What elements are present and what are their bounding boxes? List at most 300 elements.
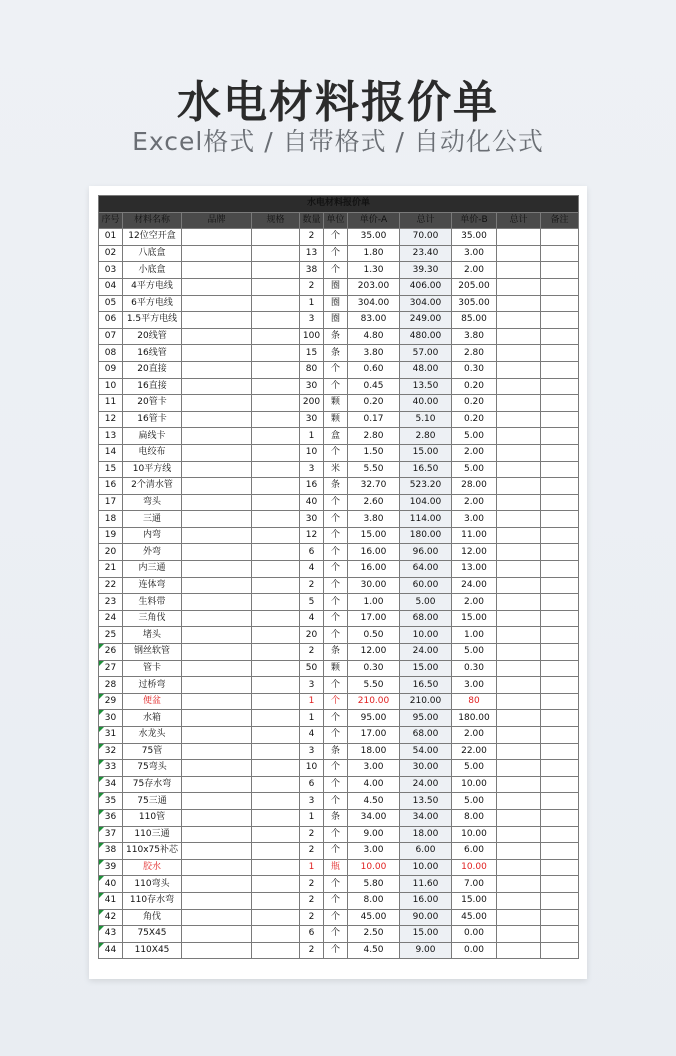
cell-totalB[interactable]	[497, 876, 541, 893]
cell-brand[interactable]	[182, 328, 252, 345]
cell-brand[interactable]	[182, 942, 252, 959]
cell-name[interactable]: 三角伐	[123, 610, 182, 627]
cell-totalB[interactable]	[497, 577, 541, 594]
cell-name[interactable]: 16管卡	[123, 411, 182, 428]
cell-qty[interactable]: 1	[300, 693, 324, 710]
cell-priceB[interactable]: 3.00	[452, 245, 497, 262]
cell-priceB[interactable]: 3.80	[452, 328, 497, 345]
cell-note[interactable]	[541, 727, 579, 744]
cell-qty[interactable]: 3	[300, 312, 324, 329]
cell-no[interactable]: 07	[99, 328, 123, 345]
cell-note[interactable]	[541, 262, 579, 279]
cell-qty[interactable]: 38	[300, 262, 324, 279]
cell-no[interactable]: 10	[99, 378, 123, 395]
cell-name[interactable]: 便盆	[123, 693, 182, 710]
cell-note[interactable]	[541, 776, 579, 793]
cell-brand[interactable]	[182, 610, 252, 627]
cell-no[interactable]: 11	[99, 395, 123, 412]
cell-priceB[interactable]: 180.00	[452, 710, 497, 727]
cell-unit[interactable]: 个	[324, 511, 348, 528]
cell-spec[interactable]	[252, 527, 300, 544]
cell-unit[interactable]: 颗	[324, 411, 348, 428]
cell-brand[interactable]	[182, 378, 252, 395]
cell-note[interactable]	[541, 527, 579, 544]
cell-unit[interactable]: 条	[324, 743, 348, 760]
cell-totalA[interactable]: 16.00	[400, 892, 452, 909]
cell-name[interactable]: 110x75补芯	[123, 843, 182, 860]
cell-name[interactable]: 10平方线	[123, 461, 182, 478]
cell-totalB[interactable]	[497, 494, 541, 511]
cell-no[interactable]: 35	[99, 793, 123, 810]
cell-brand[interactable]	[182, 312, 252, 329]
cell-unit[interactable]: 个	[324, 245, 348, 262]
cell-unit[interactable]: 个	[324, 361, 348, 378]
cell-name[interactable]: 75管	[123, 743, 182, 760]
cell-unit[interactable]: 个	[324, 892, 348, 909]
cell-note[interactable]	[541, 511, 579, 528]
cell-priceA[interactable]: 34.00	[348, 809, 400, 826]
cell-priceB[interactable]: 8.00	[452, 809, 497, 826]
cell-unit[interactable]: 个	[324, 793, 348, 810]
cell-totalA[interactable]: 24.00	[400, 644, 452, 661]
cell-priceB[interactable]: 0.20	[452, 411, 497, 428]
cell-name[interactable]: 75弯头	[123, 760, 182, 777]
cell-qty[interactable]: 2	[300, 909, 324, 926]
cell-unit[interactable]: 条	[324, 809, 348, 826]
cell-note[interactable]	[541, 395, 579, 412]
cell-qty[interactable]: 12	[300, 527, 324, 544]
cell-totalA[interactable]: 16.50	[400, 461, 452, 478]
cell-spec[interactable]	[252, 743, 300, 760]
cell-totalB[interactable]	[497, 776, 541, 793]
cell-totalB[interactable]	[497, 760, 541, 777]
cell-totalA[interactable]: 523.20	[400, 478, 452, 495]
cell-unit[interactable]: 个	[324, 527, 348, 544]
cell-qty[interactable]: 30	[300, 511, 324, 528]
cell-priceB[interactable]: 0.20	[452, 395, 497, 412]
cell-qty[interactable]: 6	[300, 544, 324, 561]
cell-qty[interactable]: 40	[300, 494, 324, 511]
cell-brand[interactable]	[182, 428, 252, 445]
cell-spec[interactable]	[252, 627, 300, 644]
cell-priceA[interactable]: 5.50	[348, 461, 400, 478]
cell-priceB[interactable]: 2.00	[452, 727, 497, 744]
cell-no[interactable]: 15	[99, 461, 123, 478]
cell-brand[interactable]	[182, 594, 252, 611]
cell-priceA[interactable]: 30.00	[348, 577, 400, 594]
cell-totalB[interactable]	[497, 361, 541, 378]
cell-priceB[interactable]: 0.30	[452, 361, 497, 378]
cell-no[interactable]: 34	[99, 776, 123, 793]
cell-name[interactable]: 角伐	[123, 909, 182, 926]
cell-note[interactable]	[541, 660, 579, 677]
cell-spec[interactable]	[252, 561, 300, 578]
cell-spec[interactable]	[252, 776, 300, 793]
cell-note[interactable]	[541, 926, 579, 943]
cell-no[interactable]: 25	[99, 627, 123, 644]
cell-totalA[interactable]: 15.00	[400, 660, 452, 677]
cell-note[interactable]	[541, 892, 579, 909]
cell-brand[interactable]	[182, 395, 252, 412]
cell-qty[interactable]: 3	[300, 461, 324, 478]
cell-unit[interactable]: 个	[324, 262, 348, 279]
cell-priceB[interactable]: 28.00	[452, 478, 497, 495]
cell-name[interactable]: 2个清水管	[123, 478, 182, 495]
cell-spec[interactable]	[252, 909, 300, 926]
cell-priceA[interactable]: 3.80	[348, 345, 400, 362]
cell-name[interactable]: 110存水弯	[123, 892, 182, 909]
cell-totalB[interactable]	[497, 312, 541, 329]
cell-qty[interactable]: 80	[300, 361, 324, 378]
cell-unit[interactable]: 盒	[324, 428, 348, 445]
cell-totalB[interactable]	[497, 478, 541, 495]
cell-note[interactable]	[541, 693, 579, 710]
cell-name[interactable]: 110三通	[123, 826, 182, 843]
cell-priceA[interactable]: 45.00	[348, 909, 400, 926]
cell-note[interactable]	[541, 644, 579, 661]
cell-qty[interactable]: 1	[300, 710, 324, 727]
cell-priceA[interactable]: 17.00	[348, 727, 400, 744]
cell-spec[interactable]	[252, 328, 300, 345]
cell-unit[interactable]: 个	[324, 378, 348, 395]
cell-priceA[interactable]: 0.50	[348, 627, 400, 644]
cell-totalA[interactable]: 48.00	[400, 361, 452, 378]
cell-totalB[interactable]	[497, 428, 541, 445]
cell-no[interactable]: 08	[99, 345, 123, 362]
cell-brand[interactable]	[182, 245, 252, 262]
cell-priceA[interactable]: 4.80	[348, 328, 400, 345]
cell-totalA[interactable]: 2.80	[400, 428, 452, 445]
cell-brand[interactable]	[182, 478, 252, 495]
cell-unit[interactable]: 个	[324, 876, 348, 893]
cell-priceA[interactable]: 210.00	[348, 693, 400, 710]
cell-spec[interactable]	[252, 577, 300, 594]
cell-no[interactable]: 44	[99, 942, 123, 959]
cell-priceB[interactable]: 2.00	[452, 262, 497, 279]
cell-priceA[interactable]: 3.00	[348, 843, 400, 860]
cell-spec[interactable]	[252, 428, 300, 445]
cell-brand[interactable]	[182, 926, 252, 943]
cell-no[interactable]: 14	[99, 444, 123, 461]
cell-name[interactable]: 过桥弯	[123, 677, 182, 694]
cell-name[interactable]: 12位空开盒	[123, 229, 182, 246]
cell-spec[interactable]	[252, 892, 300, 909]
cell-priceB[interactable]: 0.30	[452, 660, 497, 677]
cell-totalA[interactable]: 180.00	[400, 527, 452, 544]
cell-totalB[interactable]	[497, 411, 541, 428]
cell-note[interactable]	[541, 229, 579, 246]
cell-name[interactable]: 管卡	[123, 660, 182, 677]
cell-name[interactable]: 75三通	[123, 793, 182, 810]
cell-note[interactable]	[541, 345, 579, 362]
cell-note[interactable]	[541, 561, 579, 578]
cell-no[interactable]: 36	[99, 809, 123, 826]
cell-no[interactable]: 05	[99, 295, 123, 312]
cell-priceB[interactable]: 3.00	[452, 677, 497, 694]
cell-unit[interactable]: 条	[324, 644, 348, 661]
cell-no[interactable]: 27	[99, 660, 123, 677]
cell-totalA[interactable]: 6.00	[400, 843, 452, 860]
cell-spec[interactable]	[252, 411, 300, 428]
cell-qty[interactable]: 15	[300, 345, 324, 362]
cell-unit[interactable]: 圈	[324, 295, 348, 312]
cell-totalA[interactable]: 480.00	[400, 328, 452, 345]
cell-priceA[interactable]: 1.00	[348, 594, 400, 611]
cell-totalB[interactable]	[497, 511, 541, 528]
cell-unit[interactable]: 个	[324, 942, 348, 959]
cell-totalA[interactable]: 11.60	[400, 876, 452, 893]
cell-unit[interactable]: 个	[324, 909, 348, 926]
cell-spec[interactable]	[252, 478, 300, 495]
cell-note[interactable]	[541, 743, 579, 760]
cell-spec[interactable]	[252, 677, 300, 694]
cell-no[interactable]: 20	[99, 544, 123, 561]
cell-note[interactable]	[541, 245, 579, 262]
cell-totalB[interactable]	[497, 627, 541, 644]
cell-priceA[interactable]: 0.17	[348, 411, 400, 428]
cell-priceA[interactable]: 0.30	[348, 660, 400, 677]
cell-priceB[interactable]: 13.00	[452, 561, 497, 578]
cell-name[interactable]: 4平方电线	[123, 278, 182, 295]
cell-totalA[interactable]: 40.00	[400, 395, 452, 412]
cell-totalA[interactable]: 13.50	[400, 793, 452, 810]
cell-totalB[interactable]	[497, 561, 541, 578]
cell-name[interactable]: 20线管	[123, 328, 182, 345]
cell-totalB[interactable]	[497, 527, 541, 544]
cell-totalB[interactable]	[497, 926, 541, 943]
cell-spec[interactable]	[252, 278, 300, 295]
cell-name[interactable]: 75X45	[123, 926, 182, 943]
cell-priceB[interactable]: 12.00	[452, 544, 497, 561]
cell-totalB[interactable]	[497, 677, 541, 694]
cell-brand[interactable]	[182, 710, 252, 727]
cell-priceB[interactable]: 5.00	[452, 793, 497, 810]
cell-totalA[interactable]: 23.40	[400, 245, 452, 262]
cell-priceA[interactable]: 12.00	[348, 644, 400, 661]
cell-name[interactable]: 电绞布	[123, 444, 182, 461]
cell-no[interactable]: 38	[99, 843, 123, 860]
cell-qty[interactable]: 2	[300, 892, 324, 909]
cell-brand[interactable]	[182, 727, 252, 744]
cell-totalA[interactable]: 96.00	[400, 544, 452, 561]
cell-name[interactable]: 110管	[123, 809, 182, 826]
cell-totalA[interactable]: 5.00	[400, 594, 452, 611]
cell-brand[interactable]	[182, 511, 252, 528]
cell-spec[interactable]	[252, 229, 300, 246]
cell-totalB[interactable]	[497, 461, 541, 478]
cell-brand[interactable]	[182, 345, 252, 362]
cell-name[interactable]: 内弯	[123, 527, 182, 544]
cell-qty[interactable]: 2	[300, 644, 324, 661]
cell-totalA[interactable]: 5.10	[400, 411, 452, 428]
cell-totalA[interactable]: 57.00	[400, 345, 452, 362]
cell-name[interactable]: 扁线卡	[123, 428, 182, 445]
cell-priceB[interactable]: 205.00	[452, 278, 497, 295]
cell-priceA[interactable]: 17.00	[348, 610, 400, 627]
cell-priceB[interactable]: 22.00	[452, 743, 497, 760]
cell-qty[interactable]: 1	[300, 809, 324, 826]
cell-no[interactable]: 28	[99, 677, 123, 694]
cell-totalB[interactable]	[497, 229, 541, 246]
cell-priceA[interactable]: 16.00	[348, 561, 400, 578]
cell-totalB[interactable]	[497, 278, 541, 295]
cell-name[interactable]: 20直接	[123, 361, 182, 378]
cell-totalA[interactable]: 39.30	[400, 262, 452, 279]
cell-totalA[interactable]: 60.00	[400, 577, 452, 594]
cell-note[interactable]	[541, 859, 579, 876]
cell-no[interactable]: 18	[99, 511, 123, 528]
cell-spec[interactable]	[252, 809, 300, 826]
cell-spec[interactable]	[252, 876, 300, 893]
cell-no[interactable]: 43	[99, 926, 123, 943]
cell-note[interactable]	[541, 444, 579, 461]
cell-spec[interactable]	[252, 361, 300, 378]
cell-unit[interactable]: 圈	[324, 312, 348, 329]
cell-totalA[interactable]: 24.00	[400, 776, 452, 793]
cell-priceB[interactable]: 85.00	[452, 312, 497, 329]
cell-priceA[interactable]: 15.00	[348, 527, 400, 544]
cell-qty[interactable]: 3	[300, 793, 324, 810]
cell-brand[interactable]	[182, 278, 252, 295]
cell-priceA[interactable]: 2.80	[348, 428, 400, 445]
cell-brand[interactable]	[182, 561, 252, 578]
cell-unit[interactable]: 个	[324, 843, 348, 860]
cell-no[interactable]: 02	[99, 245, 123, 262]
cell-note[interactable]	[541, 909, 579, 926]
cell-priceB[interactable]: 2.00	[452, 594, 497, 611]
cell-brand[interactable]	[182, 793, 252, 810]
cell-brand[interactable]	[182, 809, 252, 826]
cell-no[interactable]: 17	[99, 494, 123, 511]
cell-spec[interactable]	[252, 594, 300, 611]
cell-spec[interactable]	[252, 793, 300, 810]
cell-totalA[interactable]: 34.00	[400, 809, 452, 826]
cell-totalB[interactable]	[497, 245, 541, 262]
cell-name[interactable]: 20管卡	[123, 395, 182, 412]
cell-qty[interactable]: 2	[300, 843, 324, 860]
cell-totalA[interactable]: 95.00	[400, 710, 452, 727]
cell-note[interactable]	[541, 826, 579, 843]
cell-priceA[interactable]: 18.00	[348, 743, 400, 760]
cell-totalA[interactable]: 64.00	[400, 561, 452, 578]
cell-priceA[interactable]: 8.00	[348, 892, 400, 909]
cell-spec[interactable]	[252, 444, 300, 461]
cell-no[interactable]: 31	[99, 727, 123, 744]
cell-unit[interactable]: 条	[324, 345, 348, 362]
cell-qty[interactable]: 50	[300, 660, 324, 677]
cell-totalB[interactable]	[497, 710, 541, 727]
cell-qty[interactable]: 3	[300, 677, 324, 694]
cell-priceB[interactable]: 1.00	[452, 627, 497, 644]
cell-spec[interactable]	[252, 494, 300, 511]
cell-priceB[interactable]: 24.00	[452, 577, 497, 594]
cell-brand[interactable]	[182, 494, 252, 511]
cell-priceB[interactable]: 11.00	[452, 527, 497, 544]
cell-totalB[interactable]	[497, 644, 541, 661]
cell-name[interactable]: 外弯	[123, 544, 182, 561]
cell-spec[interactable]	[252, 395, 300, 412]
cell-qty[interactable]: 2	[300, 229, 324, 246]
cell-note[interactable]	[541, 461, 579, 478]
cell-note[interactable]	[541, 809, 579, 826]
cell-qty[interactable]: 5	[300, 594, 324, 611]
cell-qty[interactable]: 4	[300, 727, 324, 744]
cell-qty[interactable]: 3	[300, 743, 324, 760]
cell-note[interactable]	[541, 876, 579, 893]
cell-name[interactable]: 弯头	[123, 494, 182, 511]
cell-qty[interactable]: 10	[300, 444, 324, 461]
cell-priceA[interactable]: 1.30	[348, 262, 400, 279]
cell-note[interactable]	[541, 710, 579, 727]
cell-priceA[interactable]: 3.80	[348, 511, 400, 528]
cell-brand[interactable]	[182, 262, 252, 279]
cell-totalB[interactable]	[497, 395, 541, 412]
cell-unit[interactable]: 圈	[324, 278, 348, 295]
cell-note[interactable]	[541, 295, 579, 312]
cell-note[interactable]	[541, 594, 579, 611]
cell-brand[interactable]	[182, 909, 252, 926]
cell-unit[interactable]: 个	[324, 494, 348, 511]
cell-name[interactable]: 堵头	[123, 627, 182, 644]
cell-no[interactable]: 33	[99, 760, 123, 777]
cell-brand[interactable]	[182, 743, 252, 760]
cell-brand[interactable]	[182, 644, 252, 661]
cell-spec[interactable]	[252, 710, 300, 727]
cell-priceB[interactable]: 35.00	[452, 229, 497, 246]
cell-no[interactable]: 03	[99, 262, 123, 279]
cell-priceB[interactable]: 10.00	[452, 826, 497, 843]
cell-note[interactable]	[541, 312, 579, 329]
cell-qty[interactable]: 2	[300, 876, 324, 893]
cell-priceB[interactable]: 0.00	[452, 926, 497, 943]
cell-note[interactable]	[541, 942, 579, 959]
cell-spec[interactable]	[252, 942, 300, 959]
cell-no[interactable]: 12	[99, 411, 123, 428]
cell-no[interactable]: 22	[99, 577, 123, 594]
cell-totalB[interactable]	[497, 262, 541, 279]
cell-name[interactable]: 水箱	[123, 710, 182, 727]
cell-brand[interactable]	[182, 411, 252, 428]
cell-note[interactable]	[541, 428, 579, 445]
cell-totalB[interactable]	[497, 378, 541, 395]
cell-brand[interactable]	[182, 876, 252, 893]
cell-priceA[interactable]: 10.00	[348, 859, 400, 876]
cell-priceB[interactable]: 6.00	[452, 843, 497, 860]
cell-priceA[interactable]: 0.20	[348, 395, 400, 412]
cell-unit[interactable]: 个	[324, 610, 348, 627]
cell-name[interactable]: 110X45	[123, 942, 182, 959]
cell-totalB[interactable]	[497, 843, 541, 860]
cell-priceB[interactable]: 2.00	[452, 444, 497, 461]
cell-unit[interactable]: 个	[324, 229, 348, 246]
cell-name[interactable]: 16直接	[123, 378, 182, 395]
cell-spec[interactable]	[252, 760, 300, 777]
cell-unit[interactable]: 个	[324, 710, 348, 727]
cell-totalA[interactable]: 30.00	[400, 760, 452, 777]
cell-unit[interactable]: 个	[324, 561, 348, 578]
cell-priceA[interactable]: 4.50	[348, 793, 400, 810]
cell-qty[interactable]: 4	[300, 561, 324, 578]
cell-priceA[interactable]: 304.00	[348, 295, 400, 312]
cell-priceB[interactable]: 305.00	[452, 295, 497, 312]
cell-brand[interactable]	[182, 760, 252, 777]
cell-unit[interactable]: 个	[324, 693, 348, 710]
cell-spec[interactable]	[252, 644, 300, 661]
cell-priceA[interactable]: 95.00	[348, 710, 400, 727]
cell-note[interactable]	[541, 793, 579, 810]
cell-totalB[interactable]	[497, 859, 541, 876]
cell-totalA[interactable]: 13.50	[400, 378, 452, 395]
